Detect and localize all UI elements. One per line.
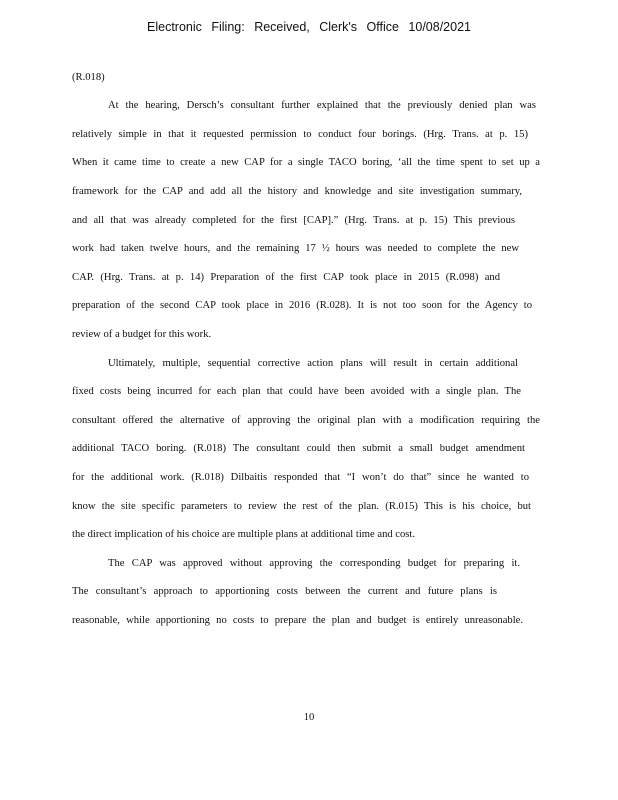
filing-stamp-header: Electronic Filing: Received, Clerk's Office 10/08/2021 <box>147 20 471 34</box>
paragraph-2-line-2: fixed costs being incurred for each plan that could have been avoided with a single plan. The <box>72 386 521 397</box>
paragraph-2-line-1: Ultimately, multiple, sequential corrective action plans will result in certain additional <box>108 358 518 369</box>
paragraph-2-line-5: for the additional work. (R.018) Dilbaitis responded that “I won’t do that” since he wanted to <box>72 472 529 483</box>
paragraph-3-line-3: reasonable, while apportioning no costs to prepare the plan and budget is entirely unreasonable. <box>72 615 523 626</box>
paragraph-3-line-1: The CAP was approved without approving the corresponding budget for preparing it. <box>108 558 520 569</box>
paragraph-2-line-4: additional TACO boring. (R.018) The consultant could then submit a small budget amendment <box>72 443 525 454</box>
paragraph-2-line-6: know the site specific parameters to review the rest of the plan. (R.015) This is his choice, but <box>72 501 531 512</box>
paragraph-2-line-3: consultant offered the alternative of approving the original plan with a modification requiring the <box>72 415 540 426</box>
paragraph-1-line-2: relatively simple in that it requested permission to conduct four borings. (Hrg. Trans. at p. 15) <box>72 129 528 140</box>
paragraph-1-line-7: CAP. (Hrg. Trans. at p. 14) Preparation of the first CAP took place in 2015 (R.098) and <box>72 272 500 283</box>
paragraph-3-line-2: The consultant’s approach to apportioning costs between the current and future plans is <box>72 586 497 597</box>
paragraph-1-line-1: At the hearing, Dersch’s consultant further explained that the previously denied plan was <box>108 100 536 111</box>
paragraph-1-line-5: and all that was already completed for the first [CAP].” (Hrg. Trans. at p. 15) This previous <box>72 215 515 226</box>
paragraph-1-line-3: When it came time to create a new CAP for a single TACO boring, ‘all the time spent to set up a <box>72 157 540 168</box>
paragraph-1-line-9: review of a budget for this work. <box>72 329 212 340</box>
page-number: 10 <box>303 712 315 723</box>
paragraph-2-line-7: the direct implication of his choice are multiple plans at additional time and cost. <box>72 529 416 540</box>
paragraph-1-line-8: preparation of the second CAP took place in 2016 (R.028). It is not too soon for the Agency to <box>72 300 532 311</box>
paragraph-1-line-6: work had taken twelve hours, and the remaining 17 ½ hours was needed to complete the new <box>72 243 519 254</box>
paragraph-1-line-4: framework for the CAP and add all the history and knowledge and site investigation summary, <box>72 186 522 197</box>
citation-line: (R.018) <box>72 72 105 83</box>
